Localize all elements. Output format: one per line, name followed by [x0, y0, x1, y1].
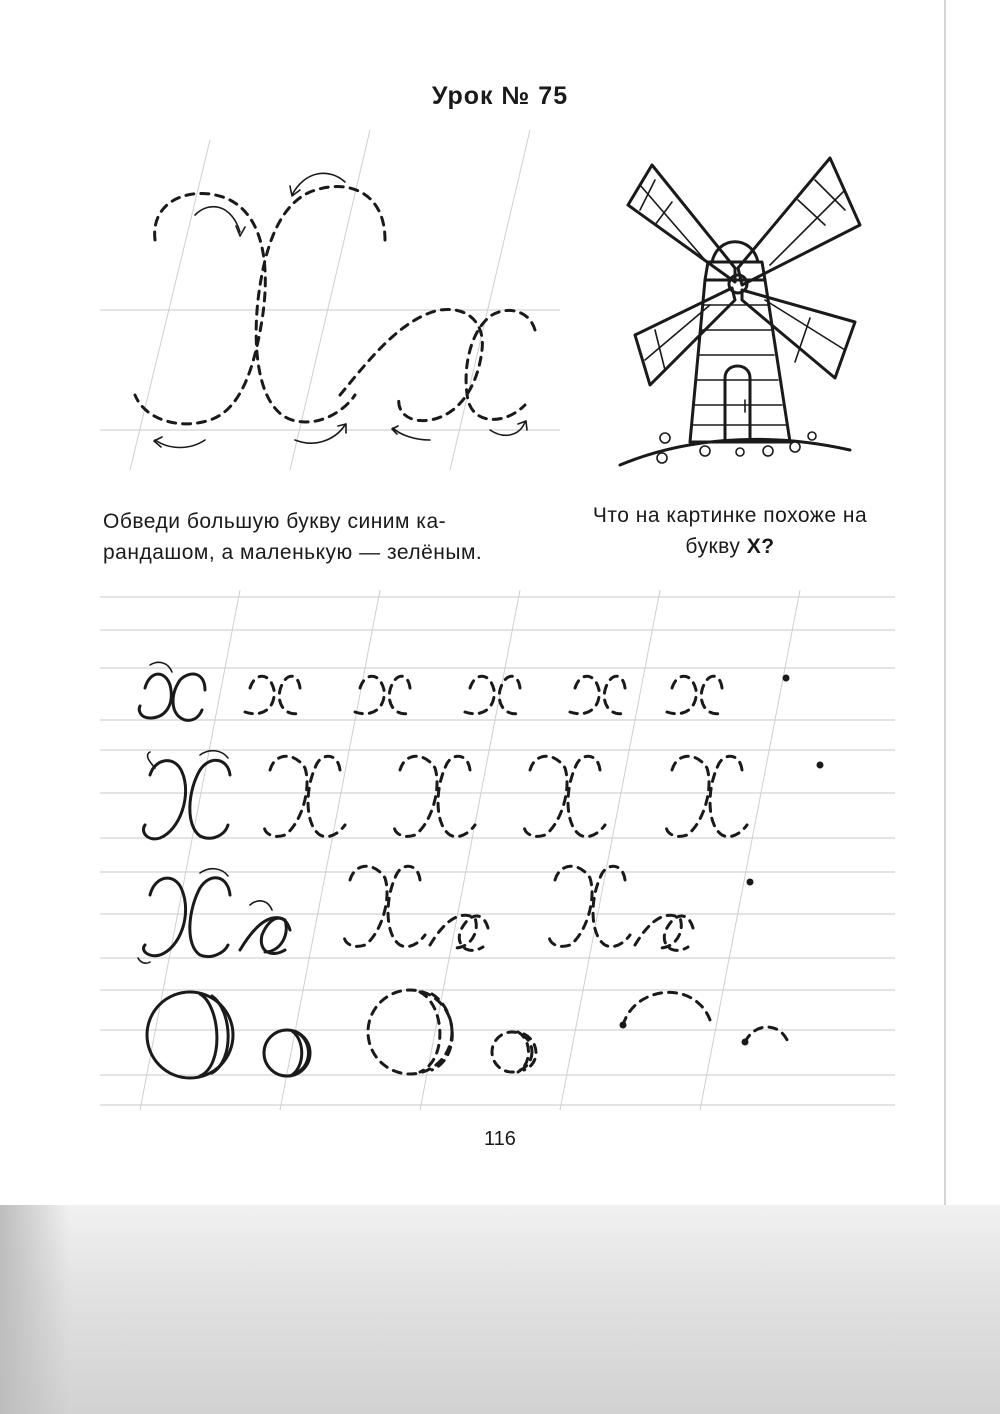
exercise-row-large-x: [143, 751, 823, 839]
start-dot: [747, 879, 754, 886]
start-dot: [620, 1022, 627, 1029]
start-dot: [742, 1039, 749, 1046]
lesson-title: Урок № 75: [431, 82, 569, 110]
question-letter: Х?: [746, 535, 775, 558]
exercise-row-small-x: [139, 662, 789, 720]
page-number: 116: [484, 1128, 516, 1150]
exercise-row-capital-small-x: [138, 866, 754, 963]
start-dot: [817, 762, 824, 769]
exercise-row-circles: [147, 990, 788, 1078]
start-dot: [783, 675, 790, 682]
question-text: Что на картинке похоже на букву: [592, 504, 868, 558]
trace-instruction: Обведи большую букву синим ка- рандашом, а маленькую — зелёным.: [103, 510, 483, 564]
